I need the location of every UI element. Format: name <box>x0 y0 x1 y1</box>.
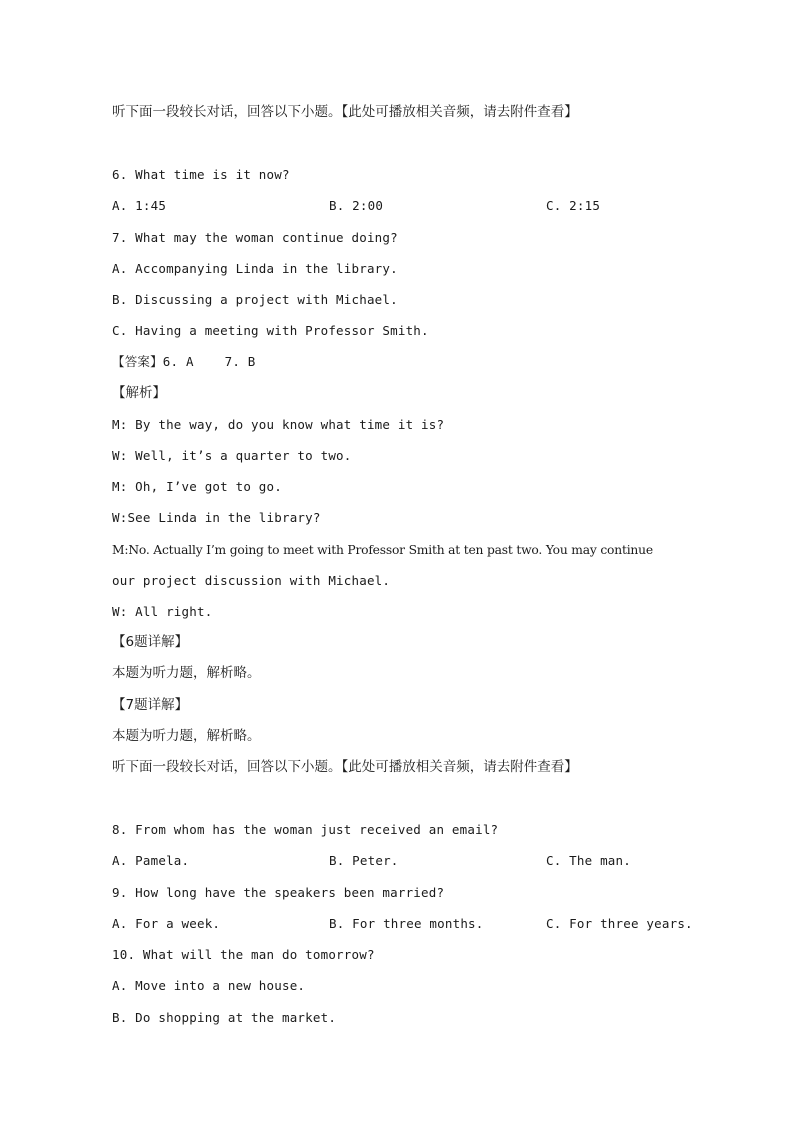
detail-text: 本题为听力题，解析略。 <box>112 728 261 744</box>
option-c: C. Having a meeting with Professor Smith. <box>112 323 429 338</box>
transcript-line: W: All right. <box>112 604 213 619</box>
option-b: B. Discussing a project with Michael. <box>112 292 398 307</box>
detail-text: 本题为听力题，解析略。 <box>112 665 261 681</box>
option-b: B. Peter. <box>329 853 399 868</box>
option-a: A. Pamela. <box>112 853 190 868</box>
transcript-line: W:See Linda in the library? <box>112 510 321 525</box>
option-a: A. For a week. <box>112 916 221 931</box>
question-stem: 8. From whom has the woman just received an email? <box>112 822 499 837</box>
option-a: A. Accompanying Linda in the library. <box>112 261 398 276</box>
option-c: C. The man. <box>546 853 631 868</box>
question-stem: 9. How long have the speakers been married? <box>112 885 445 900</box>
question-stem: 7. What may the woman continue doing? <box>112 230 398 245</box>
option-c: C. 2:15 <box>546 198 601 213</box>
option-a: A. 1:45 <box>112 198 167 213</box>
transcript-line: M: By the way, do you know what time it is? <box>112 417 445 432</box>
option-b: B. Do shopping at the market. <box>112 1010 337 1025</box>
transcript-line: our project discussion with Michael. <box>112 573 391 588</box>
answer-line: 【答案】6. A 7. B <box>112 354 256 369</box>
option-b: B. 2:00 <box>329 198 384 213</box>
detail-title: 【6题详解】 <box>112 634 189 650</box>
transcript-line: M: Oh, I’ve got to go. <box>112 479 282 494</box>
question-stem: 6. What time is it now? <box>112 167 290 182</box>
listening-instruction: 听下面一段较长对话，回答以下小题。【此处可播放相关音频，请去附件查看】 <box>112 104 578 120</box>
analysis-title: 【解析】 <box>112 385 166 401</box>
transcript-line: W: Well, it’s a quarter to two. <box>112 448 352 463</box>
detail-title: 【7题详解】 <box>112 697 189 713</box>
listening-instruction: 听下面一段较长对话，回答以下小题。【此处可播放相关音频，请去附件查看】 <box>112 759 578 775</box>
option-a: A. Move into a new house. <box>112 978 306 993</box>
option-b: B. For three months. <box>329 916 484 931</box>
option-c: C. For three years. <box>546 916 693 931</box>
transcript-line: M:No. Actually I’m going to meet with Professor Smith at ten past two. You may continue <box>112 543 653 557</box>
question-stem: 10. What will the man do tomorrow? <box>112 947 375 962</box>
